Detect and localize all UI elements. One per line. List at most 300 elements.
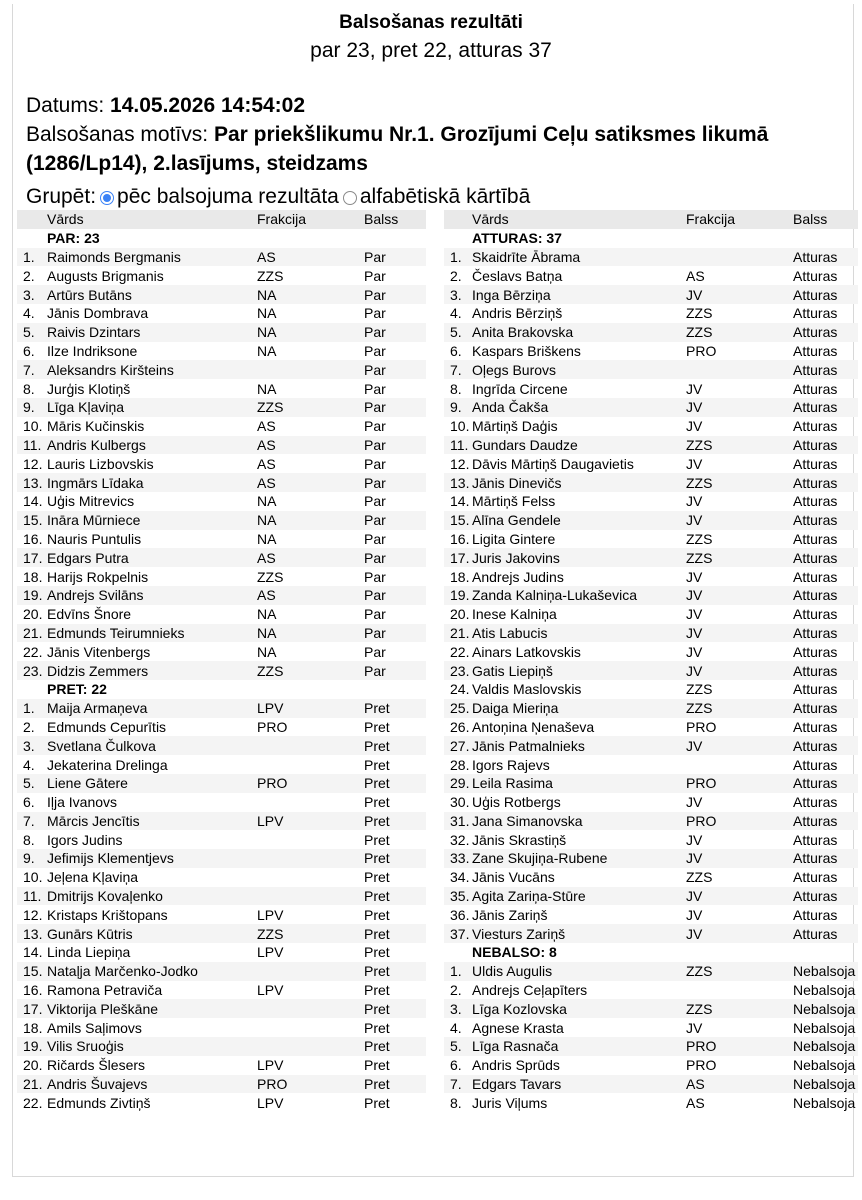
table-row (17, 718, 426, 737)
table-row (17, 774, 426, 793)
deputy-name: Amils Saļimovs (47, 1019, 142, 1036)
header-faction: Frakcija (257, 210, 364, 229)
deputy-faction: AS (257, 455, 276, 472)
table-row (444, 868, 858, 887)
date-label: Datums: (26, 94, 105, 117)
deputy-vote: Pret (364, 869, 390, 886)
deputy-faction: NA (257, 305, 277, 322)
deputy-faction: NA (257, 493, 277, 510)
row-number: 6. (450, 1057, 462, 1074)
deputy-faction: AS (257, 418, 276, 435)
deputy-name: Aleksandrs Kiršteins (47, 360, 257, 379)
table-row (17, 248, 426, 267)
deputy-faction: JV (686, 586, 793, 605)
table-row (444, 605, 858, 624)
table-row (17, 943, 426, 962)
deputy-faction: ZZS (686, 436, 793, 455)
row-number: 2. (23, 718, 35, 735)
deputy-faction: JV (686, 643, 703, 660)
deputy-faction (257, 887, 364, 906)
table-row (17, 699, 426, 718)
deputy-vote: Atturas (793, 812, 858, 831)
deputy-vote: Par (364, 285, 426, 304)
deputy-name: Leila Rasima (472, 774, 686, 793)
deputy-faction: NA (257, 511, 364, 530)
table-row (17, 285, 426, 304)
deputy-vote: Pret (364, 794, 390, 811)
deputy-name: Igors Judins (47, 831, 123, 848)
deputy-name: Edmunds Teirumnieks (47, 624, 257, 643)
deputy-faction (686, 981, 793, 1000)
deputy-faction: JV (686, 568, 703, 585)
table-row (444, 661, 858, 680)
deputy-vote: Par (364, 455, 386, 472)
row-number: 31. (444, 812, 472, 831)
deputy-name: Maija Armaņeva (47, 699, 257, 718)
table-row (17, 887, 426, 906)
table-row (17, 530, 426, 549)
table-row (17, 473, 426, 492)
deputy-vote: Nebalsoja (793, 999, 858, 1018)
deputy-vote: Pret (364, 906, 390, 923)
row-number: 12. (450, 455, 470, 472)
deputy-vote: Atturas (793, 530, 838, 547)
table-row (17, 492, 426, 511)
deputy-faction: JV (686, 849, 793, 868)
vote-motive (26, 120, 856, 178)
row-number: 35. (444, 887, 472, 906)
deputy-name: Juris Viļums (472, 1094, 548, 1111)
deputy-name: Augusts Brigmanis (47, 267, 164, 284)
deputy-vote: Atturas (793, 398, 858, 417)
deputy-faction: LPV (257, 699, 364, 718)
deputy-vote: Atturas (793, 267, 838, 284)
deputy-name: Andrejs Ceļapīters (472, 982, 588, 999)
deputy-faction: JV (686, 736, 793, 755)
deputy-vote: Atturas (793, 342, 838, 359)
deputy-vote: Par (364, 643, 386, 660)
radio-by-result-label[interactable]: pēc balsojuma rezultāta (117, 185, 339, 208)
group-label: PAR: 23 (47, 230, 100, 247)
deputy-name: Kaspars Briškens (472, 342, 581, 359)
deputy-faction: NA (257, 606, 277, 623)
deputy-vote: Atturas (793, 643, 838, 660)
table-row (17, 624, 426, 643)
deputy-faction (686, 248, 793, 267)
row-number: 14. (23, 493, 43, 510)
table-row (17, 379, 426, 398)
deputy-vote: Pret (364, 774, 426, 793)
row-number: 2. (450, 267, 462, 284)
table-row (17, 342, 426, 361)
grouping-label: Grupēt: (26, 185, 97, 208)
deputy-vote: Pret (364, 849, 426, 868)
deputy-vote: Par (364, 586, 426, 605)
vote-date (26, 91, 856, 120)
table-row (17, 586, 426, 605)
deputy-faction: JV (686, 511, 793, 530)
deputy-faction: AS (686, 1075, 793, 1094)
row-number: 9. (17, 398, 47, 417)
deputy-faction: ZZS (257, 924, 364, 943)
deputy-faction: JV (686, 906, 703, 923)
table-row (444, 699, 858, 718)
deputy-name: Uldis Augulis (472, 962, 686, 981)
deputy-faction: NA (257, 323, 364, 342)
row-number: 37. (444, 924, 472, 943)
deputy-name: Ingmārs Līdaka (47, 473, 257, 492)
deputy-faction: JV (686, 398, 793, 417)
deputy-name: Antoņina Ņenaševa (472, 718, 595, 735)
table-row (444, 830, 858, 849)
deputy-vote: Pret (364, 812, 426, 831)
deputy-vote: Pret (364, 1019, 390, 1036)
row-number: 2. (23, 267, 35, 284)
table-row (444, 454, 858, 473)
deputy-name: Līga Kļaviņa (47, 398, 257, 417)
deputy-vote: Pret (364, 1075, 426, 1094)
table-row (444, 755, 858, 774)
results-table-left (17, 210, 426, 1112)
deputy-faction: ZZS (686, 530, 713, 547)
deputy-name: Ramona Petraviča (47, 982, 163, 999)
row-number: 21. (444, 624, 472, 643)
row-number: 30. (450, 794, 470, 811)
deputy-name: Kristaps Krištopans (47, 906, 168, 923)
deputy-vote: Par (364, 568, 386, 585)
deputy-vote: Atturas (793, 624, 858, 643)
deputy-faction: LPV (257, 1094, 284, 1111)
deputy-vote: Par (364, 661, 426, 680)
deputy-faction (686, 755, 793, 774)
deputy-vote: Atturas (793, 887, 858, 906)
deputy-vote: Atturas (793, 869, 838, 886)
deputy-name: Valdis Maslovskis (472, 681, 582, 698)
table-row (444, 398, 858, 417)
deputy-faction: PRO (686, 774, 793, 793)
table-row (444, 1093, 858, 1112)
row-number: 14. (23, 944, 43, 961)
deputy-faction (257, 830, 364, 849)
deputy-name: Viesturs Zariņš (472, 924, 686, 943)
table-row (444, 736, 858, 755)
deputy-vote: Par (364, 380, 386, 397)
table-row (17, 812, 426, 831)
deputy-name: Uģis Mitrevics (47, 493, 135, 510)
deputy-name: Ligita Gintere (472, 530, 556, 547)
deputy-vote: Atturas (793, 794, 838, 811)
deputy-faction: PRO (686, 718, 717, 735)
deputy-name: Raivis Dzintars (47, 323, 257, 342)
deputy-vote: Atturas (793, 586, 858, 605)
row-number: 3. (17, 736, 47, 755)
table-row (444, 981, 858, 1000)
deputy-name: Jānis Zariņš (472, 906, 548, 923)
deputy-name: Jekaterina Drelinga (47, 756, 168, 773)
row-number: 5. (17, 774, 47, 793)
table-row (17, 793, 426, 812)
row-number: 23. (444, 661, 472, 680)
motive-value: Par priekšlikumu Nr.1. Grozījumi Ceļu satiksmes likumā (1286/Lp14), 2.lasījums, steidzams (26, 123, 769, 175)
deputy-faction: ZZS (686, 699, 793, 718)
row-number: 27. (444, 736, 472, 755)
header-faction: Frakcija (686, 210, 793, 229)
row-number: 15. (17, 511, 47, 530)
table-row (17, 454, 426, 473)
row-number: 22. (23, 1094, 43, 1111)
deputy-vote: Nebalsoja (793, 1057, 856, 1074)
row-number: 8. (23, 831, 35, 848)
deputy-name: Ilze Indriksone (47, 342, 138, 359)
deputy-name: Mārtiņš Felss (472, 493, 556, 510)
table-row (17, 830, 426, 849)
deputy-vote: Par (364, 493, 386, 510)
deputy-name: Vilis Sruoģis (47, 1037, 257, 1056)
deputy-vote: Par (364, 398, 426, 417)
row-number: 20. (23, 606, 43, 623)
deputy-name: Andris Šuvajevs (47, 1075, 257, 1094)
deputy-name: Edgars Putra (47, 548, 257, 567)
table-row (444, 473, 858, 492)
row-number: 22. (450, 643, 470, 660)
deputy-faction: ZZS (257, 568, 284, 585)
table-row (17, 398, 426, 417)
row-number: 13. (17, 924, 47, 943)
deputy-faction: JV (686, 794, 703, 811)
group-spacer (444, 229, 472, 248)
row-number: 5. (444, 323, 472, 342)
deputy-faction: JV (686, 380, 703, 397)
row-number: 3. (444, 999, 472, 1018)
deputy-vote: Atturas (793, 681, 838, 698)
group-spacer (17, 680, 47, 699)
table-row (444, 905, 858, 924)
deputy-faction: PRO (257, 1075, 364, 1094)
deputy-faction: ZZS (686, 305, 713, 322)
row-number: 33. (444, 849, 472, 868)
deputy-name: Jānis Dinevičs (472, 473, 686, 492)
deputy-name: Gundars Daudze (472, 436, 686, 455)
deputy-faction: NA (257, 643, 277, 660)
deputy-name: Mārtiņš Daģis (472, 418, 558, 435)
deputy-faction: ZZS (686, 548, 793, 567)
deputy-faction: AS (257, 248, 364, 267)
deputy-faction: JV (686, 493, 703, 510)
row-number: 29. (444, 774, 472, 793)
row-number: 13. (17, 473, 47, 492)
row-number: 11. (17, 887, 47, 906)
row-number: 18. (23, 1019, 43, 1036)
row-number: 8. (450, 1094, 462, 1111)
deputy-name: Edmunds Zivtiņš (47, 1094, 151, 1111)
deputy-faction: JV (686, 285, 793, 304)
deputy-name: Andrejs Judins (472, 568, 564, 585)
deputy-vote: Pret (364, 944, 390, 961)
table-row (17, 323, 426, 342)
table-row (444, 511, 858, 530)
deputy-name: Edvīns Šnore (47, 606, 132, 623)
row-number: 19. (17, 1037, 47, 1056)
deputy-faction (257, 1018, 364, 1037)
deputy-vote: Atturas (793, 436, 858, 455)
deputy-faction: JV (686, 624, 793, 643)
row-number: 15. (17, 962, 47, 981)
row-number: 11. (444, 436, 472, 455)
radio-by-result[interactable] (100, 191, 114, 205)
deputy-vote: Nebalsoja (793, 1019, 856, 1036)
deputy-vote: Atturas (793, 924, 858, 943)
row-number: 8. (23, 380, 35, 397)
deputy-faction: JV (686, 887, 793, 906)
deputy-vote: Par (364, 418, 386, 435)
deputy-faction (257, 868, 364, 887)
table-row (17, 868, 426, 887)
table-row (444, 530, 858, 549)
row-number: 7. (17, 812, 47, 831)
row-number: 13. (444, 473, 472, 492)
deputy-faction: JV (686, 606, 703, 623)
row-number: 3. (444, 285, 472, 304)
deputy-faction: ZZS (686, 869, 713, 886)
row-number: 17. (17, 548, 47, 567)
table-row (17, 417, 426, 436)
radio-alphabetical-label[interactable]: alfabētiskā kārtībā (359, 185, 531, 208)
deputy-vote: Pret (364, 756, 390, 773)
deputy-name: Ingrīda Circene (472, 380, 568, 397)
deputy-faction: PRO (257, 718, 288, 735)
row-number: 1. (444, 248, 472, 267)
deputy-name: Artūrs Butāns (47, 285, 257, 304)
deputy-faction: PRO (686, 1057, 717, 1074)
deputy-vote: Par (364, 473, 426, 492)
deputy-faction: PRO (686, 1037, 793, 1056)
header-name: Vārds (47, 210, 257, 229)
row-number: 23. (17, 661, 47, 680)
deputy-name: Iļja Ivanovs (47, 794, 118, 811)
deputy-name: Skaidrīte Ābrama (472, 248, 686, 267)
deputy-vote: Nebalsoja (793, 1075, 858, 1094)
deputy-faction: JV (686, 1019, 703, 1036)
deputy-vote: Pret (364, 1094, 390, 1111)
deputy-vote: Par (364, 305, 386, 322)
deputy-name: Jurģis Klotiņš (47, 380, 131, 397)
table-row (444, 248, 858, 267)
deputy-name: Jeļena Kļaviņa (47, 869, 139, 886)
radio-alphabetical[interactable] (343, 191, 357, 205)
row-number: 6. (23, 794, 35, 811)
deputy-faction: AS (257, 548, 364, 567)
row-number: 25. (444, 699, 472, 718)
deputy-name: Jānis Dombrava (47, 305, 149, 322)
row-number: 10. (450, 418, 470, 435)
group-header-row (444, 229, 858, 248)
row-number: 17. (17, 999, 47, 1018)
table-row (444, 1075, 858, 1094)
table-row (444, 436, 858, 455)
deputy-name: Anita Brakovska (472, 323, 686, 342)
deputy-vote: Atturas (793, 849, 858, 868)
header-number (444, 210, 472, 229)
motive-label: Balsošanas motīvs: (26, 123, 209, 146)
table-row (444, 774, 858, 793)
row-number: 14. (450, 493, 470, 510)
table-row (444, 680, 858, 699)
deputy-vote: Par (364, 360, 426, 379)
deputy-vote: Par (364, 267, 386, 284)
row-number: 16. (23, 982, 43, 999)
row-number: 7. (444, 360, 472, 379)
group-header-row (17, 680, 426, 699)
deputy-vote: Pret (364, 736, 426, 755)
deputy-vote: Par (364, 511, 426, 530)
deputy-name: Juris Jakovins (472, 548, 686, 567)
table-row (17, 736, 426, 755)
deputy-faction: LPV (257, 906, 284, 923)
row-number: 16. (23, 530, 43, 547)
table-row (444, 548, 858, 567)
row-number: 5. (17, 323, 47, 342)
deputy-vote: Par (364, 323, 426, 342)
row-number: 20. (450, 606, 470, 623)
deputy-faction (257, 962, 364, 981)
deputy-name: Andris Kulbergs (47, 436, 257, 455)
header-vote: Balss (793, 210, 858, 229)
deputy-name: Līga Kozlovska (472, 999, 686, 1018)
deputy-vote: Atturas (793, 774, 858, 793)
deputy-faction: LPV (257, 1057, 284, 1074)
table-row (17, 1093, 426, 1112)
deputy-name: Jānis Vitenbergs (47, 643, 151, 660)
group-label: PRET: 22 (47, 681, 107, 698)
row-number: 6. (23, 342, 35, 359)
deputy-name: Alīna Gendele (472, 511, 686, 530)
deputy-vote: Atturas (793, 606, 838, 623)
deputy-name: Līga Rasnača (472, 1037, 686, 1056)
deputy-vote: Atturas (793, 455, 838, 472)
deputy-vote: Atturas (793, 248, 858, 267)
deputy-faction: ZZS (257, 398, 364, 417)
deputy-name: Edgars Tavars (472, 1075, 686, 1094)
deputy-name: Agita Zariņa-Stūre (472, 887, 686, 906)
deputy-faction: NA (257, 342, 277, 359)
deputy-vote: Par (364, 624, 426, 643)
deputy-vote: Par (364, 530, 386, 547)
deputy-name: Gatis Liepiņš (472, 661, 686, 680)
row-number: 26. (450, 718, 470, 735)
deputy-name: Dāvis Mārtiņš Daugavietis (472, 455, 634, 472)
deputy-vote: Pret (364, 718, 390, 735)
row-number: 12. (23, 906, 43, 923)
row-number: 16. (450, 530, 470, 547)
deputy-faction: NA (257, 624, 364, 643)
deputy-name: Daiga Mieriņa (472, 699, 686, 718)
deputy-name: Gunārs Kūtris (47, 924, 257, 943)
deputy-vote: Atturas (793, 305, 838, 322)
deputy-vote: Atturas (793, 718, 838, 735)
table-row (17, 642, 426, 661)
results-table-right (444, 210, 858, 1112)
deputy-faction: LPV (257, 982, 284, 999)
row-number: 21. (17, 1075, 47, 1094)
group-spacer (444, 943, 472, 962)
deputy-faction: PRO (257, 774, 364, 793)
table-row (17, 567, 426, 586)
row-number: 24. (450, 681, 470, 698)
deputy-faction (257, 736, 364, 755)
deputy-vote: Pret (364, 924, 426, 943)
date-value: 14.05.2026 14:54:02 (110, 94, 306, 117)
group-header-row (444, 943, 858, 962)
